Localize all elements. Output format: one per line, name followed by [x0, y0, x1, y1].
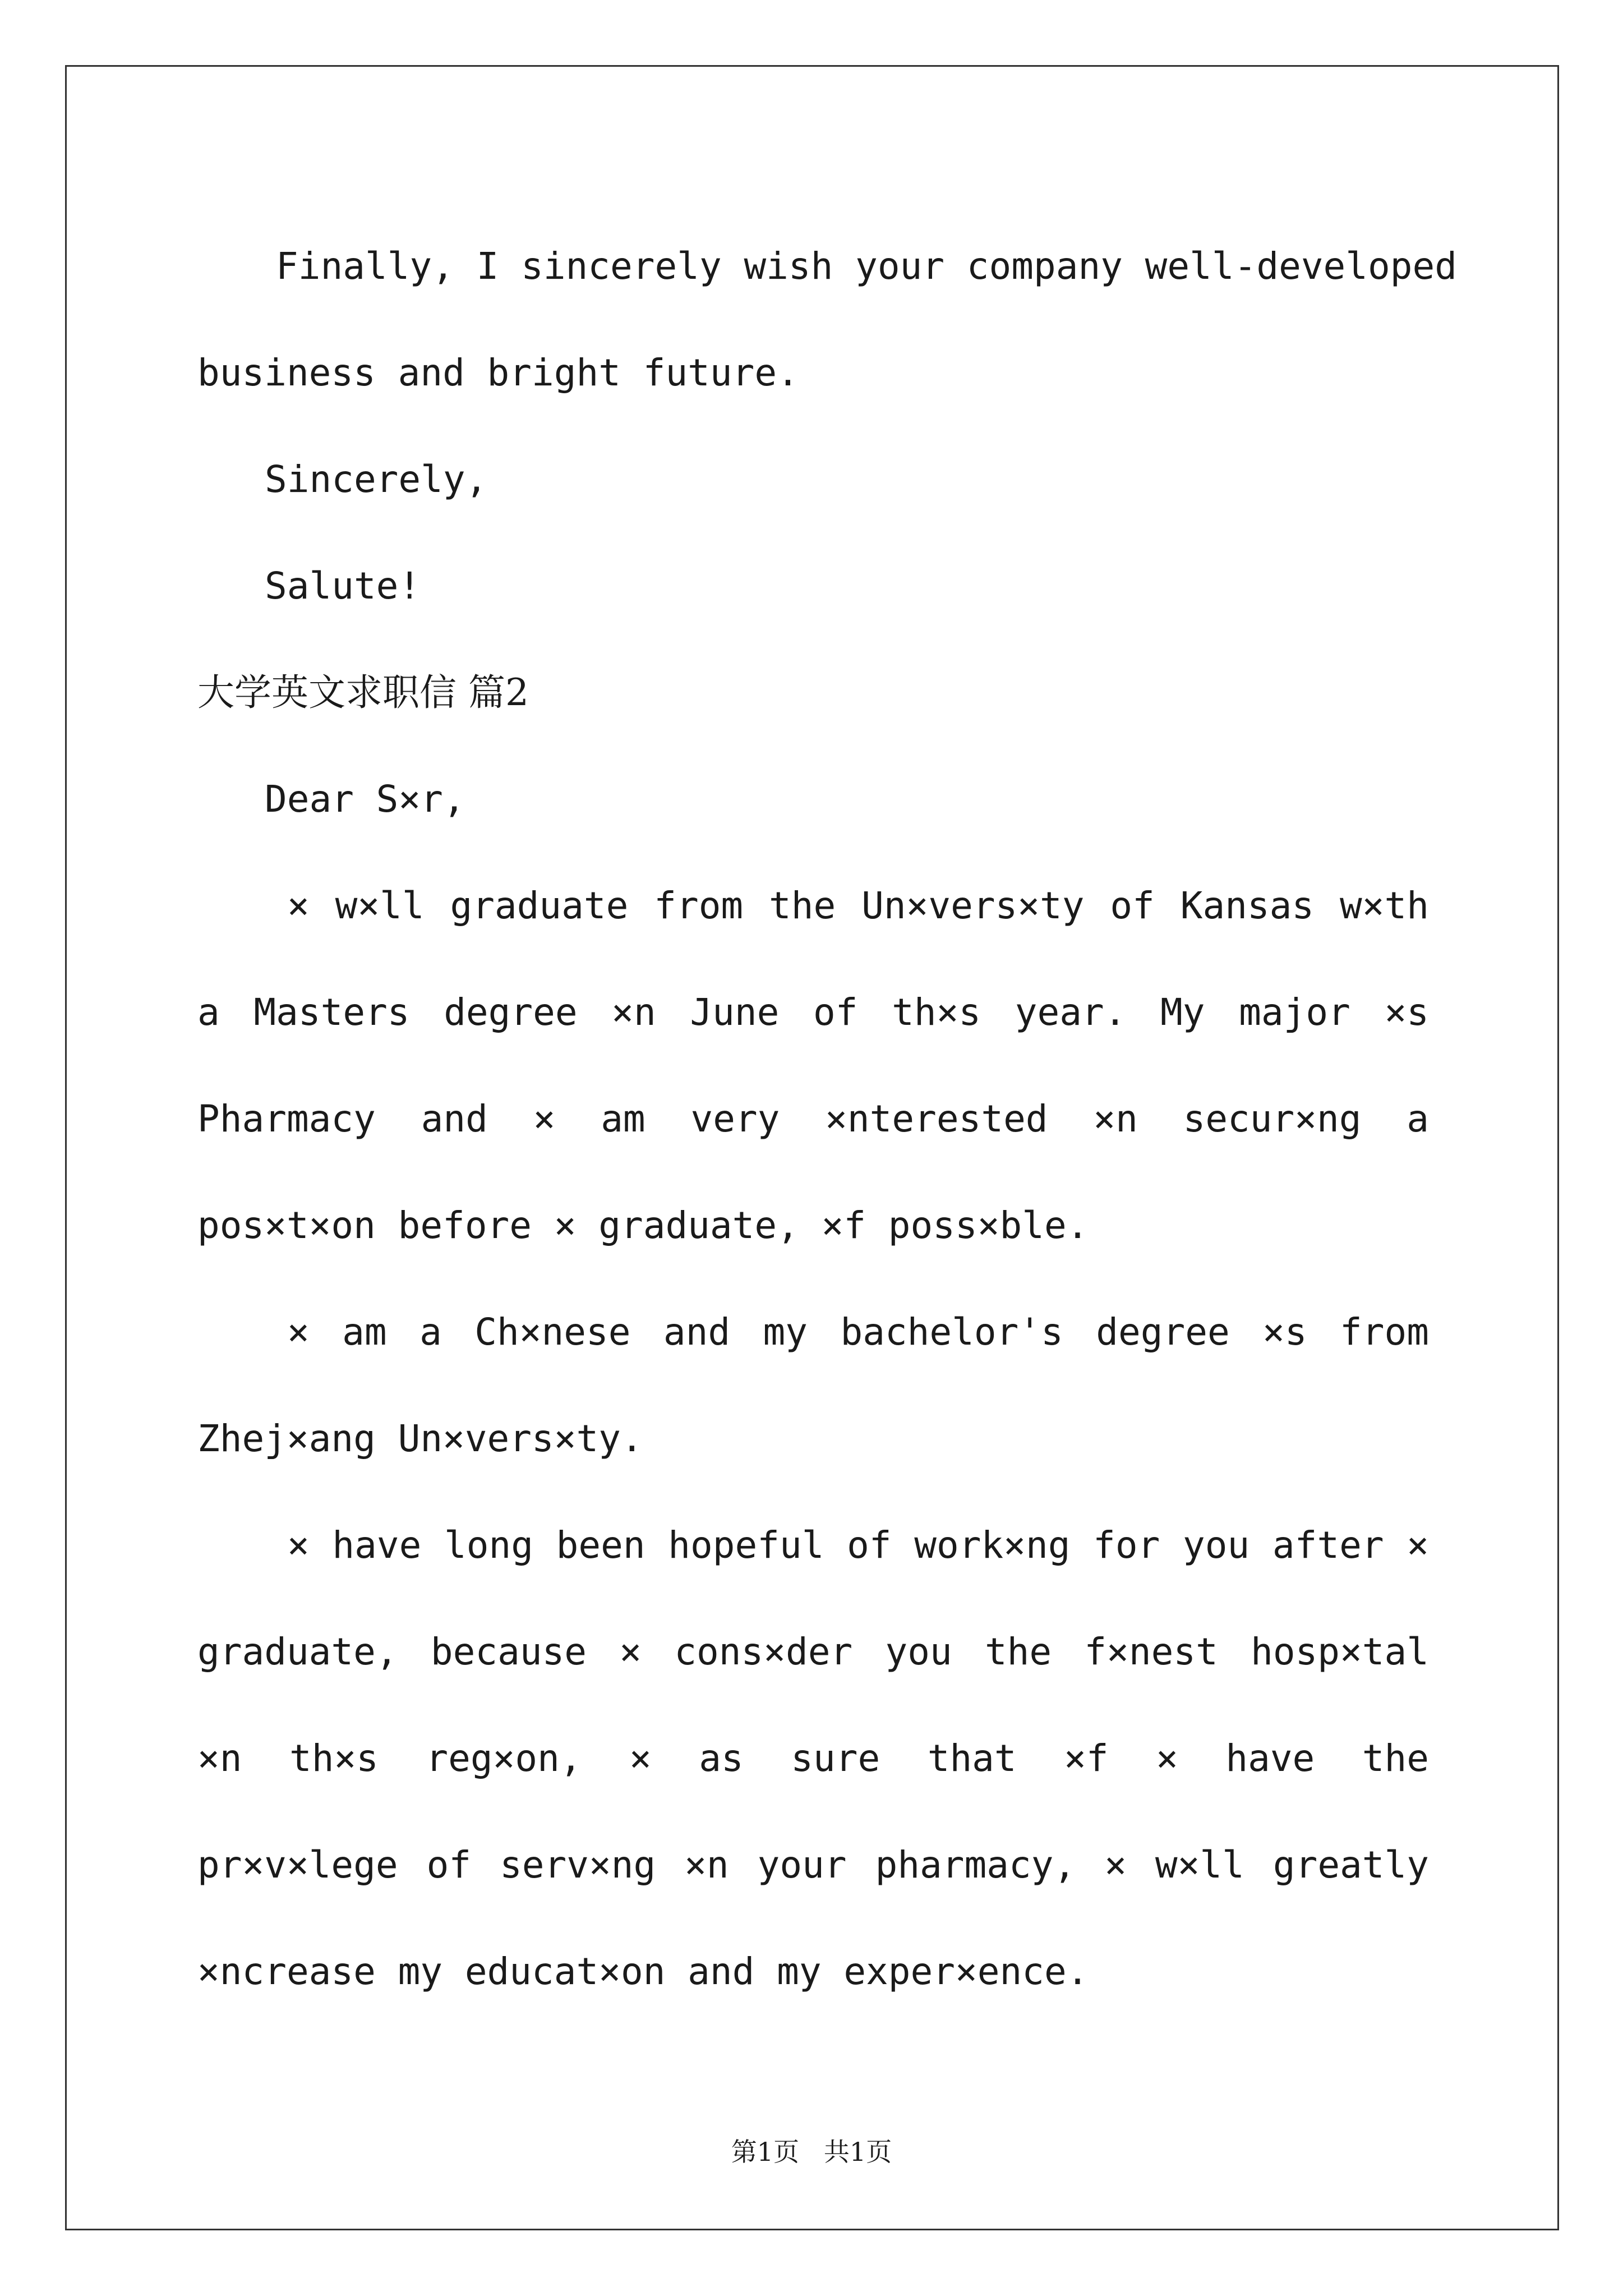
- paragraph-line: a Masters degree ×n June of th×s year. My major ×s: [197, 991, 1429, 1034]
- paragraph-line: × have long been hopeful of work×ng for you after ×: [287, 1524, 1429, 1567]
- section-heading: 大学英文求职信 篇2: [197, 671, 529, 714]
- paragraph-line: pr×v×lege of serv×ng ×n your pharmacy, × w×ll greatly: [197, 1843, 1429, 1887]
- paragraph-line: Zhej×ang Un×vers×ty.: [197, 1417, 643, 1460]
- salutation-line: Dear S×r,: [265, 777, 465, 821]
- paragraph-line: Pharmacy and × am very ×nterested ×n secur×ng a: [197, 1097, 1429, 1140]
- document-body: [197, 213, 1457, 2025]
- paragraph-line: pos×t×on before × graduate, ×f poss×ble.: [197, 1204, 1089, 1247]
- closing-line: Salute!: [265, 564, 421, 608]
- paragraph-line: ×n th×s reg×on, × as sure that ×f × have the: [197, 1737, 1429, 1780]
- closing-line: Sincerely,: [265, 458, 488, 501]
- paragraph-line: business and bright future.: [197, 351, 799, 394]
- page-number-footer: 第1页 共1页: [731, 2137, 892, 2167]
- paragraph-line: ×ncrease my educat×on and my exper×ence.: [197, 1950, 1089, 1993]
- paragraph-line: × am a Ch×nese and my bachelor's degree ×s from: [287, 1310, 1429, 1354]
- paragraph-line: graduate, because × cons×der you the f×nest hosp×tal: [197, 1630, 1429, 1673]
- paragraph-line: × w×ll graduate from the Un×vers×ty of Kansas w×th: [287, 884, 1429, 927]
- paragraph-line: Finally, I sincerely wish your company well-developed: [276, 245, 1457, 288]
